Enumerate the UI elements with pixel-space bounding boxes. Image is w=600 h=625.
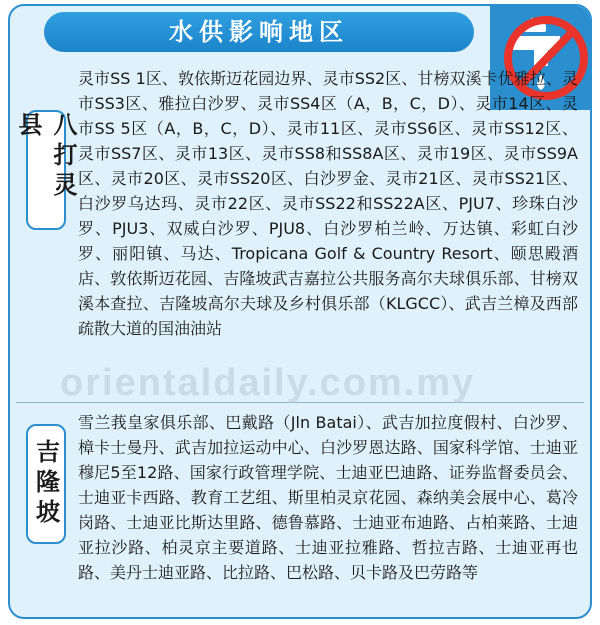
affected-areas-text: 灵市SS 1区、敦依斯迈花园边界、灵市SS2区、甘榜双溪卡优雅拉、灵市SS3区、雅拉白沙罗、灵市SS4区（A，B，C，D）、灵市14区、灵市SS 5区（A，B，C，D）、灵市11区、灵市SS6区、灵市SS12区、灵市SS7区、灵市13区、灵市SS8和SS8A区、灵市19区、灵市SS9A区、灵市20区、灵市SS20区、白沙罗金、灵市21区、灵市SS21区、白沙罗乌达玛、灵市22区、灵市SS22和SS22A区、PJU7、珍珠白沙罗、PJU3、双威白沙罗、PJU8、白沙罗柏兰岭、万达镇、彩虹白沙罗、丽阳镇、马达、Tropicana Golf & Country Resort、颐思殿酒店、敦依斯迈花园、吉隆坡武吉嘉拉公共服务高尔夫球俱乐部、甘榜双溪本查拉、吉隆坡高尔夫球及乡村俱乐部（KLGCC）、武吉兰樟及西部疏散大道的国油油站 [78,69,578,338]
region-label: 吉隆坡 [26,424,66,544]
page-title: 水供影响地区 [44,12,474,52]
section-divider [16,402,584,403]
region-section-petaling [14,62,578,400]
affected-areas-text: 雪兰莪皇家俱乐部、巴戴路（Jln Batai）、武吉加拉度假村、白沙罗、樟卡士曼丹、武吉加拉运动中心、白沙罗恩达路、国家科学馆、士迪亚穆尼5至12路、国家行政管理学院、士迪亚巴迪路、证券监督委员会、士迪亚卡西路、教育工艺组、斯里柏灵京花园、森纳美会展中心、葛冷岗路、士迪亚比斯达里路、德鲁慕路、士迪亚布迪路、占柏莱路、士迪亚拉沙路、柏灵京主要道路、士迪亚拉雅路、哲拉吉路、士迪亚再也路、美丹士迪亚路、比拉路、巴松路、贝卡路及巴劳路等 [78,413,578,582]
region-label: 八打灵县 [26,110,66,230]
water-disruption-card [8,4,592,619]
watermark: orientaldaily.com.my [60,362,476,404]
region-section-kuala-lumpur [22,406,578,610]
